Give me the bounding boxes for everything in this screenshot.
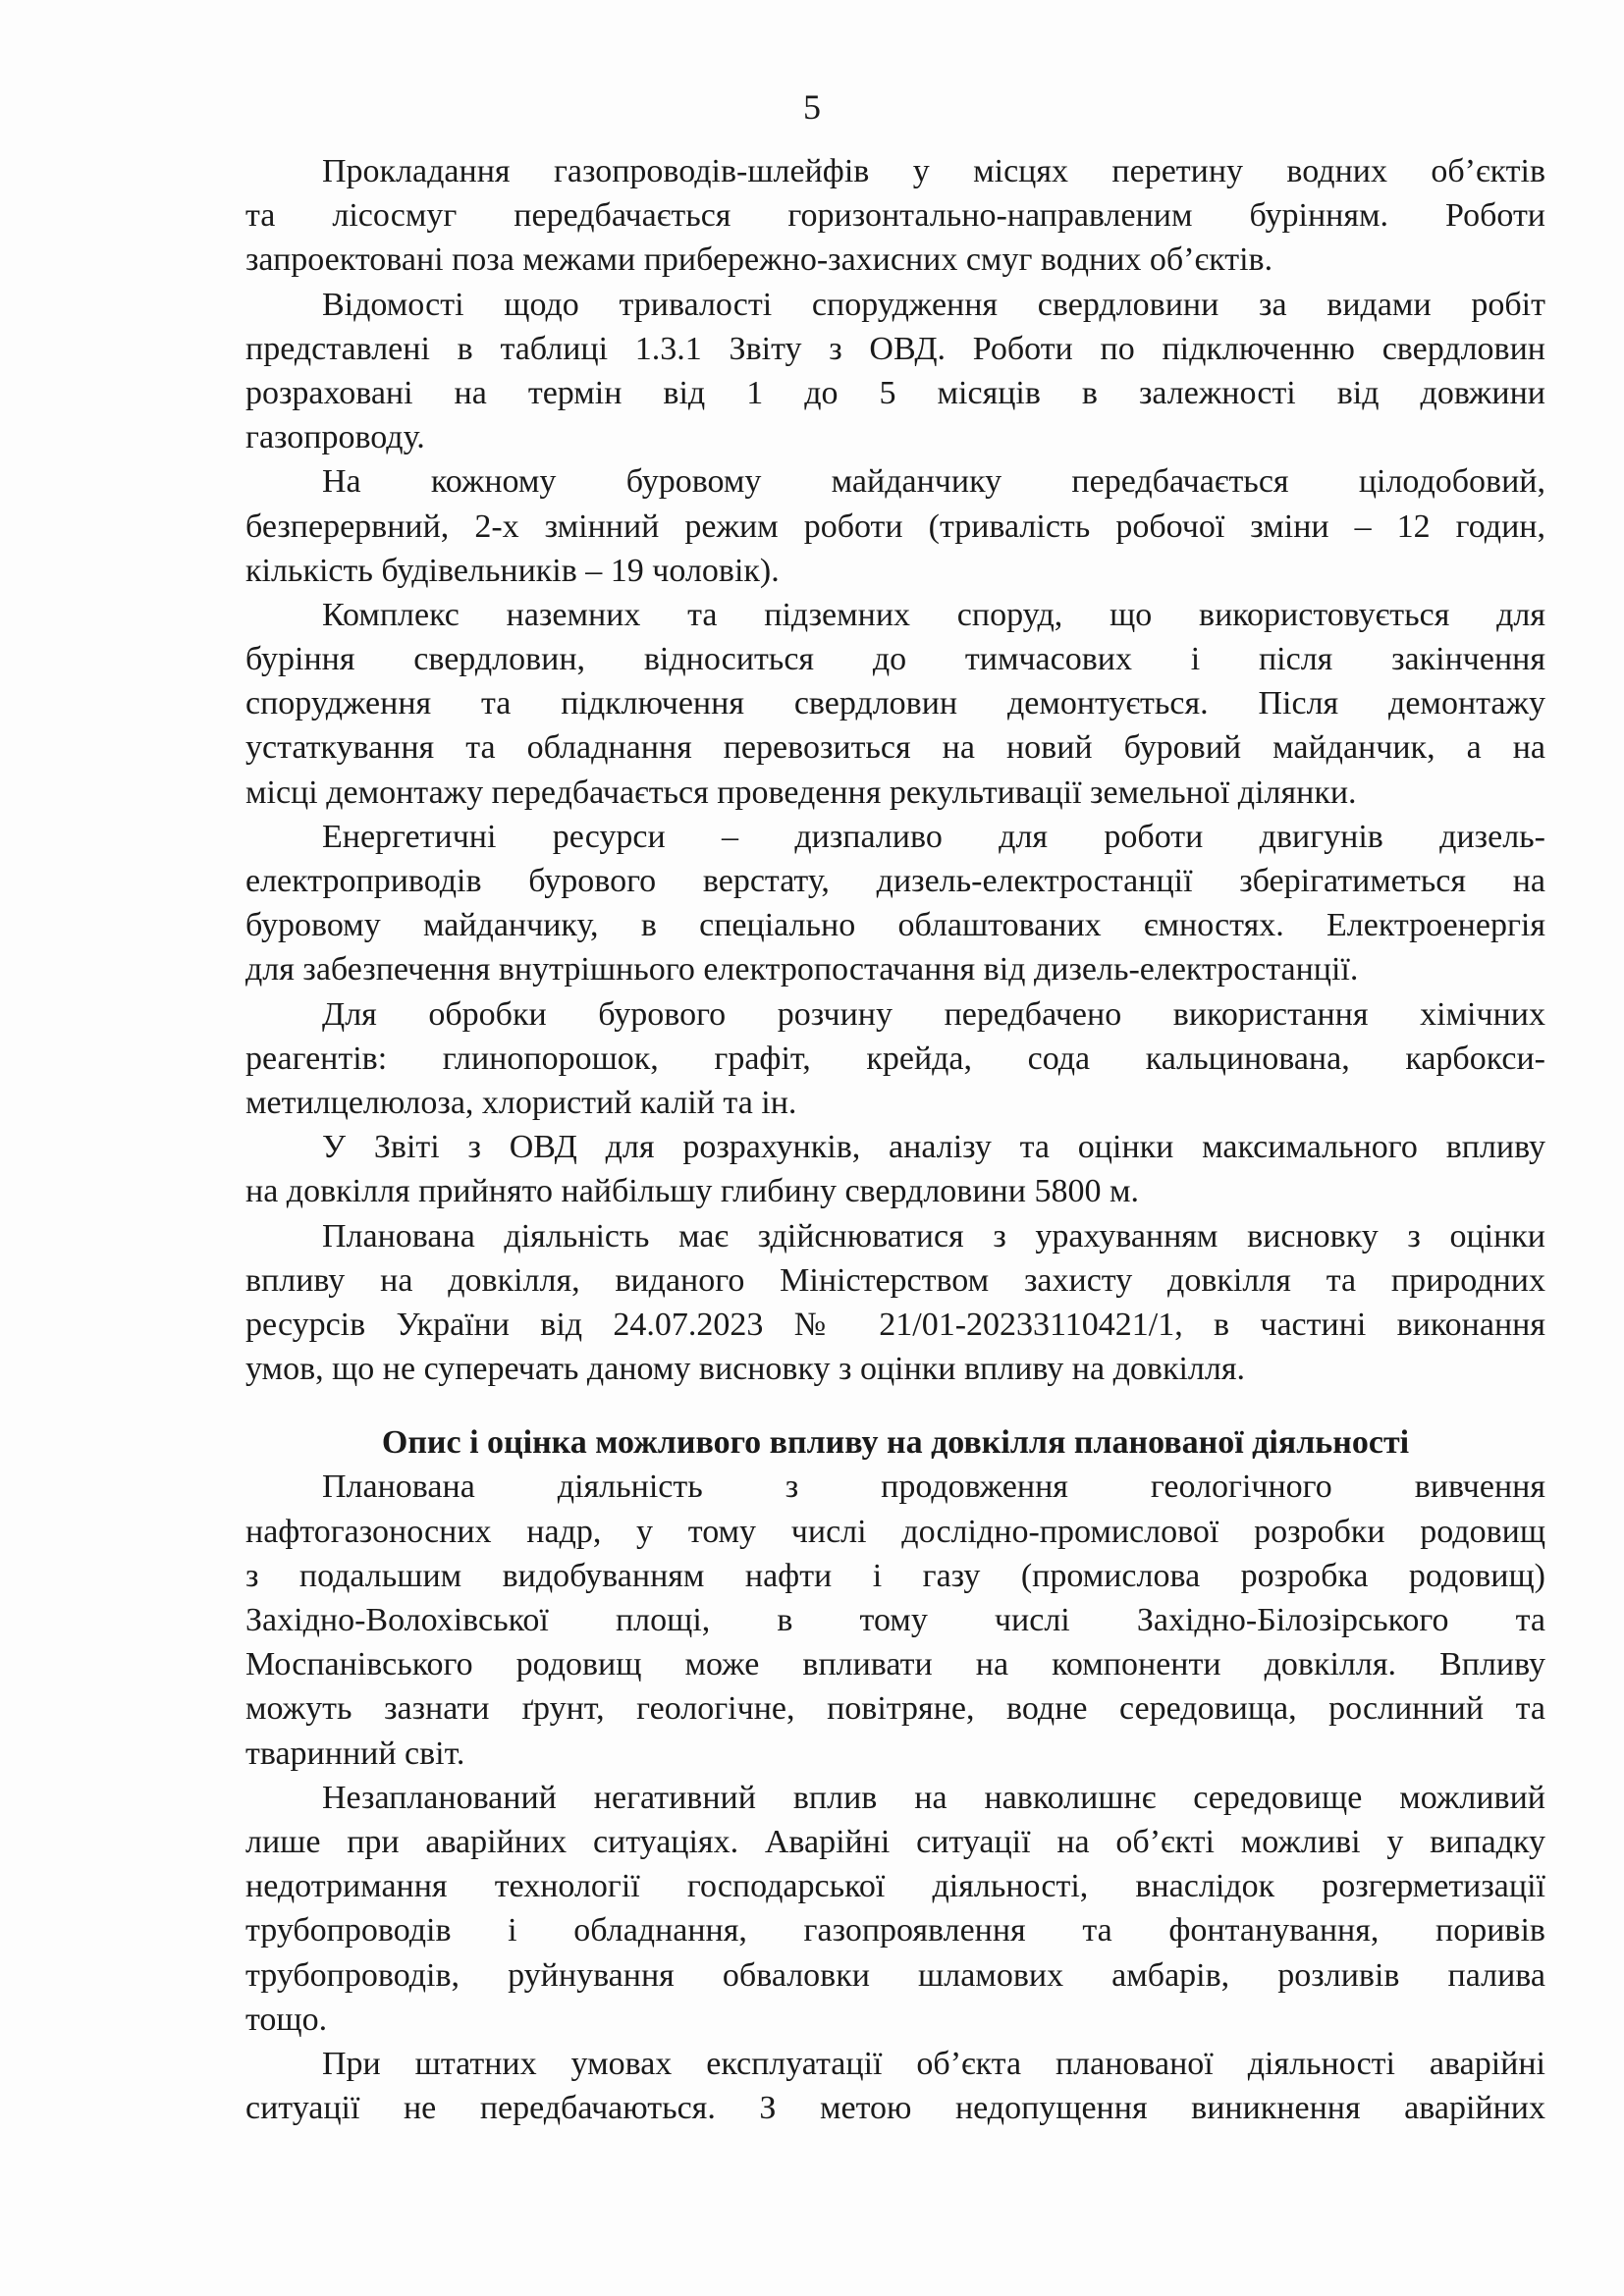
text-line: Прокладання газопроводів-шлейфів у місцях перетину водних об’єктів (322, 153, 1545, 189)
text-line: безперервний, 2-х змінний режим роботи (тривалість робочої зміни – 12 годин, (245, 507, 1545, 545)
paragraph (245, 459, 1545, 593)
text-line: ситуації не передбачаються. З метою недопущення виникнення аварійних (245, 2090, 1545, 2127)
text-line: Західно-Волохівської площі, в тому числі Західно-Білозірського та (245, 1602, 1545, 1638)
text-line: та лісосмуг передбачається горизонтально-направленим бурінням. Роботи (245, 197, 1545, 235)
text-line: умов, що не суперечать даному висновку з оцінки впливу на довкілля. (245, 1351, 1245, 1388)
text-line: Для обробки бурового розчину передбачено використання хімічних (322, 995, 1545, 1033)
text-line: Енергетичні ресурси – дизпаливо для роботи двигунів дизель- (322, 818, 1545, 855)
paragraph (245, 992, 1545, 1126)
text-line: можуть зазнати ґрунт, геологічне, повітряне, водне середовища, рослинний та (245, 1690, 1545, 1728)
text-line: У Звіті з ОВД для розрахунків, аналізу та оцінки максимального впливу (322, 1129, 1545, 1166)
text-line: на довкілля прийнято найбільшу глибину свердловини 5800 м. (245, 1173, 1139, 1210)
page-number: 5 (803, 87, 821, 127)
text-line: тваринний світ. (245, 1735, 465, 1772)
text-line: розраховані на термін від 1 до 5 місяців в залежності від довжини (245, 374, 1545, 411)
text-line: буріння свердловин, відноситься до тимчасових і після закінчення (245, 641, 1545, 678)
text-line: Комплекс наземних та підземних споруд, що використовується для (322, 596, 1545, 633)
text-line: Моспанівського родовищ може впливати на компоненти довкілля. Впливу (245, 1646, 1545, 1683)
text-line: кількість будівельників – 19 чоловік). (245, 552, 780, 589)
paragraph (245, 1214, 1545, 1392)
section-heading: Опис і оцінка можливого впливу на довкілля планованої діяльності (381, 1424, 1410, 1462)
text-line: метилцелюлоза, хлористий калій та ін. (245, 1084, 797, 1121)
text-line: місці демонтажу передбачається проведення рекультивації земельної ділянки. (245, 774, 1357, 811)
text-line: буровому майданчику, в спеціально облаштованих ємностях. Електроенергія (245, 907, 1545, 944)
paragraph (245, 593, 1545, 815)
text-line: недотримання технології господарської діяльності, внаслідок розгерметизації (245, 1868, 1545, 1905)
text-line: впливу на довкілля, виданого Міністерством захисту довкілля та природних (245, 1261, 1545, 1299)
text-line: Планована діяльність має здійснюватися з урахуванням висновку з оцінки (322, 1217, 1545, 1255)
text-line: устаткування та обладнання перевозиться на новий буровий майданчик, а на (245, 729, 1545, 767)
text-line: ресурсів України від 24.07.2023 № 21/01-20233110421/1, в частині виконання (245, 1306, 1545, 1343)
text-line: трубопроводів і обладнання, газопроявлення та фонтанування, поривів (245, 1912, 1545, 1949)
paragraph (245, 1465, 1545, 1775)
text-line: представлені в таблиці 1.3.1 Звіту з ОВД. Роботи по підключенню свердловин (245, 330, 1545, 367)
paragraph (245, 1125, 1545, 1213)
text-line: трубопроводів, руйнування обваловки шламових амбарів, розливів палива (245, 1956, 1545, 1994)
text-line: реагентів: глинопорошок, графіт, крейда, сода кальцинована, карбокси- (245, 1040, 1545, 1077)
text-line: Відомості щодо тривалості спорудження свердловини за видами робіт (322, 286, 1545, 323)
text-line: Планована діяльність з продовження геологічного вивчення (322, 1468, 1545, 1506)
text-line: спорудження та підключення свердловин демонтується. Після демонтажу (245, 685, 1545, 722)
text-line: лише при аварійних ситуаціях. Аварійні ситуації на об’єкті можливі у випадку (245, 1823, 1545, 1860)
text-line: тощо. (245, 2001, 328, 2038)
text-line: нафтогазоносних надр, у тому числі дослідно-промислової розробки родовищ (245, 1513, 1545, 1550)
document-body (245, 149, 1545, 2130)
text-line: електроприводів бурового верстату, дизель-електростанції зберігатиметься на (245, 863, 1545, 899)
text-line: запроектовані поза межами прибережно-захисних смуг водних об’єктів. (245, 241, 1273, 279)
text-line: Незапланований негативний вплив на навколишнє середовище можливий (322, 1779, 1545, 1816)
paragraph (245, 2042, 1545, 2130)
paragraph (245, 1776, 1545, 2042)
text-line: для забезпечення внутрішнього електропостачання від дизель-електростанції. (245, 951, 1359, 988)
paragraph (245, 283, 1545, 460)
paragraph (245, 815, 1545, 992)
text-line: з подальшим видобуванням нафти і газу (промислова розробка родовищ) (245, 1557, 1545, 1594)
text-line: При штатних умовах експлуатації об’єкта планованої діяльності аварійні (322, 2045, 1545, 2082)
text-line: газопроводу. (245, 419, 425, 456)
paragraph (245, 149, 1545, 283)
text-line: На кожному буровому майданчику передбачається цілодобовий, (322, 463, 1545, 501)
